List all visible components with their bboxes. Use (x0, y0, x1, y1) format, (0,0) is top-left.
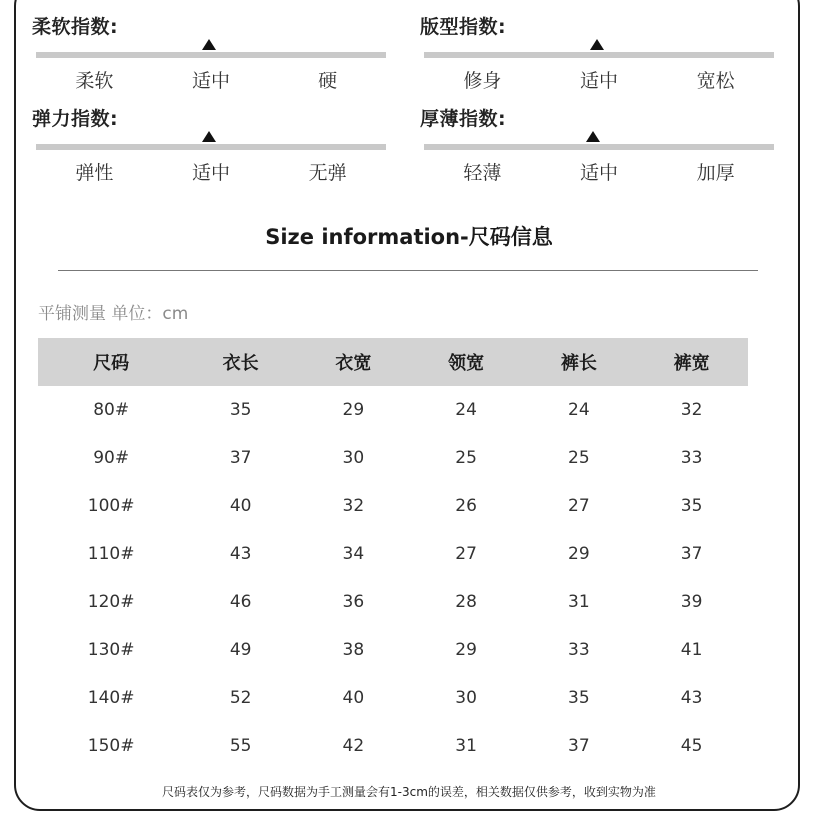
softness-scale-mid: 适中 (192, 70, 231, 92)
size-section-title: Size information-尺码信息 (265, 225, 553, 249)
cell-pants-width: 33 (680, 448, 703, 468)
softness-bar (36, 52, 386, 58)
elasticity-title: 弹力指数: (32, 108, 119, 130)
cell-pants-width: 43 (680, 688, 703, 708)
cell-pants-length: 35 (568, 688, 590, 708)
cell-top-length: 55 (229, 736, 252, 756)
cell-size: 150# (87, 736, 135, 756)
thickness-scale-mid: 适中 (580, 162, 619, 184)
table-row (38, 386, 748, 434)
table-row (38, 626, 748, 674)
cell-pants-length: 33 (568, 640, 590, 660)
cell-top-width: 32 (342, 496, 365, 516)
elasticity-scale-mid: 适中 (192, 162, 231, 184)
cell-collar-width: 28 (455, 592, 477, 612)
cell-top-width: 42 (342, 736, 365, 756)
softness-marker-icon (202, 39, 216, 50)
cell-size: 130# (87, 640, 135, 660)
elasticity-scale-high: 无弹 (308, 162, 347, 184)
cell-top-width: 38 (342, 640, 365, 660)
size-table (38, 338, 748, 770)
thickness-scale-low: 轻薄 (463, 162, 502, 184)
table-row (38, 482, 748, 530)
fit-bar (424, 52, 774, 58)
cell-size: 140# (87, 688, 135, 708)
cell-collar-width: 26 (455, 496, 477, 516)
cell-size: 100# (87, 496, 135, 516)
cell-pants-length: 31 (568, 592, 590, 612)
table-row (38, 578, 748, 626)
thickness-marker-icon (586, 131, 600, 142)
header-pants-length: 裤长 (522, 338, 635, 386)
elasticity-scale-low: 弹性 (75, 162, 114, 184)
cell-size: 120# (87, 592, 135, 612)
cell-top-length: 46 (229, 592, 252, 612)
thickness-scale (424, 158, 774, 185)
cell-pants-length: 29 (568, 544, 590, 564)
fit-scale-low: 修身 (463, 70, 502, 92)
cell-top-width: 29 (342, 400, 365, 420)
cell-size: 110# (87, 544, 135, 564)
softness-scale-high: 硬 (318, 70, 338, 92)
cell-top-length: 37 (229, 448, 252, 468)
cell-size: 80# (93, 400, 130, 420)
header-collar-width: 领宽 (410, 338, 523, 386)
section-divider (58, 270, 758, 271)
cell-top-length: 43 (229, 544, 252, 564)
cell-collar-width: 29 (455, 640, 477, 660)
thickness-scale-high: 加厚 (696, 162, 735, 184)
table-header-row (38, 338, 748, 386)
cell-collar-width: 31 (455, 736, 477, 756)
disclaimer-note: 尺码表仅为参考，尺码数据为手工测量会有1-3cm的误差，相关数据仅供参考，收到实物为准 (162, 785, 656, 799)
cell-pants-width: 41 (680, 640, 703, 660)
fit-scale (424, 66, 774, 93)
cell-collar-width: 25 (455, 448, 477, 468)
elasticity-scale (36, 158, 386, 185)
cell-top-length: 49 (229, 640, 252, 660)
cell-pants-length: 25 (568, 448, 590, 468)
cell-top-length: 40 (229, 496, 252, 516)
header-top-length: 衣长 (184, 338, 297, 386)
cell-pants-length: 37 (568, 736, 590, 756)
unit-note: 平铺测量 单位：cm (38, 304, 189, 324)
cell-top-width: 36 (342, 592, 365, 612)
softness-title: 柔软指数: (32, 16, 119, 38)
cell-pants-width: 39 (680, 592, 703, 612)
fit-scale-mid: 适中 (580, 70, 619, 92)
cell-pants-width: 35 (680, 496, 703, 516)
elasticity-bar (36, 144, 386, 150)
cell-pants-length: 27 (568, 496, 590, 516)
cell-top-length: 52 (229, 688, 252, 708)
thickness-bar (424, 144, 774, 150)
softness-scale-low: 柔软 (75, 70, 114, 92)
table-row (38, 674, 748, 722)
cell-top-width: 30 (342, 448, 365, 468)
cell-size: 90# (93, 448, 130, 468)
cell-pants-width: 37 (680, 544, 703, 564)
cell-top-width: 40 (342, 688, 365, 708)
cell-pants-width: 32 (680, 400, 703, 420)
cell-collar-width: 30 (455, 688, 477, 708)
cell-pants-length: 24 (568, 400, 590, 420)
fit-scale-high: 宽松 (696, 70, 735, 92)
header-top-width: 衣宽 (297, 338, 410, 386)
cell-collar-width: 24 (455, 400, 477, 420)
cell-collar-width: 27 (455, 544, 477, 564)
cell-top-width: 34 (342, 544, 365, 564)
thickness-title: 厚薄指数: (420, 108, 507, 130)
elasticity-marker-icon (202, 131, 216, 142)
cell-top-length: 35 (229, 400, 252, 420)
header-size: 尺码 (38, 338, 184, 386)
header-pants-width: 裤宽 (635, 338, 748, 386)
softness-scale (36, 66, 386, 93)
cell-pants-width: 45 (680, 736, 703, 756)
fit-title: 版型指数: (420, 16, 507, 38)
table-row (38, 530, 748, 578)
table-row (38, 434, 748, 482)
table-row (38, 722, 748, 770)
fit-marker-icon (590, 39, 604, 50)
